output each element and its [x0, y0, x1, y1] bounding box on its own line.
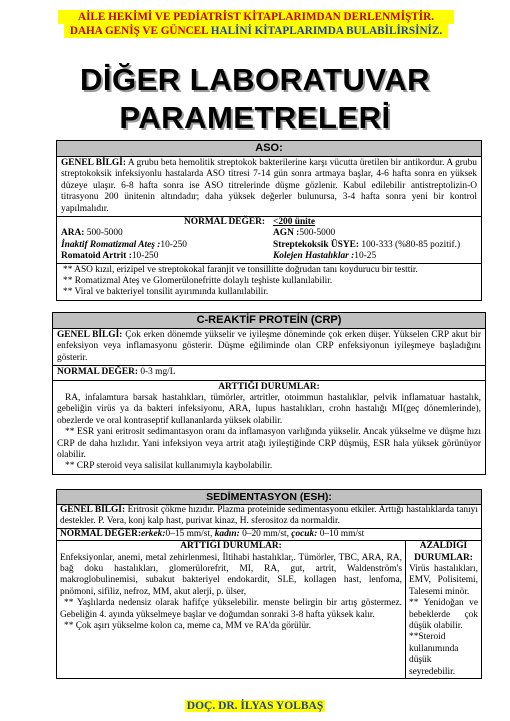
- aso-normal-value-cell: [269, 217, 481, 228]
- esh-decrease-note-2: **Steroid kullanımında düşük seyredebilir.: [409, 632, 459, 677]
- aso-normal-values: [57, 217, 481, 264]
- crp-normal-value: 0-3 mg/L: [138, 367, 176, 378]
- esh-normal-label: NORMAL DEĞER:: [60, 528, 141, 539]
- esh-section: [56, 489, 482, 679]
- esh-increase-heading: ARTTIĞI DURUMLAR:: [180, 541, 282, 552]
- crp-general-label: GENEL BİLGİ:: [57, 330, 123, 340]
- esh-female-label: kadın:: [214, 528, 240, 539]
- esh-increase-text: Enfeksiyonlar, anemi, metal zehirlenmesi, İltihabi hastalıklar,. Tümörler, TBC, ARA, RA, bağ doku hastalıkları, glomerülorefrit, MI, RA, gut, artrit, Waldenström's makroglobulinemisi, subakut bakteriyel endokardit, SLE, kollagen hast, lenfoma, pnömoni, sifiliz, nefroz, MM, akut alerji, p. ülser,: [60, 552, 402, 597]
- esh-child-label: çocuk:: [291, 528, 318, 539]
- aso-row-3-right: [269, 251, 481, 262]
- crp-increase-text: RA, infalamtura barsak hastalıkları, tümörler, artritler, otoimmun hastalıklar, pelvik inflamatuar hastalık, gebeliğin virüs ya da bakteri infeksiyonu, ARA, lupus hastalıkları, crohn hastalığı MI(geç dönemlerinde), obezlerde ve oral kontraseptif kullananlarda yüksek olabilir.: [57, 393, 481, 426]
- esh-male-label: erkek:: [141, 528, 166, 539]
- aso-collagen-value: 10-25: [354, 251, 377, 262]
- aso-row-3: [57, 251, 481, 262]
- aso-normal-label: NORMAL DEĞER:: [184, 217, 265, 228]
- aso-row-1-right: [269, 228, 481, 239]
- crp-note-2: ** CRP steroid veya salisilat kullanımıyla kaybolabilir.: [65, 461, 273, 472]
- esh-normal-value-row: [57, 529, 481, 541]
- aso-row-1: [57, 228, 481, 239]
- aso-row-1-left: [57, 228, 269, 239]
- esh-general-info: [57, 505, 481, 529]
- aso-ara-value: 500-5000: [84, 228, 123, 239]
- aso-agn-label: AGN :: [273, 228, 300, 239]
- banner-text-2a: DAHA GENİŞ VE GÜNCEL: [69, 25, 211, 37]
- aso-row-2-right: [269, 240, 481, 251]
- crp-normal-label: NORMAL DEĞER:: [57, 367, 138, 378]
- banner-text-1: AİLE HEKİMİ VE PEDİATRİST KİTAPLARIMDAN DERLENMİŞTİR.: [78, 11, 434, 23]
- aso-collagen-label: Kolejen Hastalıklar :: [273, 251, 355, 262]
- esh-increase-note-2: ** Çok aşırı yükselme kolon ca, meme ca, MM ve RA'da görülür.: [64, 621, 311, 632]
- crp-normal-value-row: [53, 366, 485, 380]
- crp-note-1: ** ESR yani eritrosit sedimantasyon oranı da inflamasyon varlığında yükselir. Ancak yükselme ve düşme hızı CRP de daha hızlıdır. Yani infeksiyon veya artrit atağı iyileştiğinde CRP düşmüş, ESR hala yüksek görünüyor olabilir.: [57, 427, 481, 461]
- esh-decrease-heading: AZALDIĞI DURUMLAR:: [414, 541, 473, 563]
- aso-row-2-left: [57, 240, 269, 251]
- page-title-text-2: PARAMETRELERİ: [119, 100, 391, 135]
- crp-increase-block: [53, 381, 485, 474]
- aso-note-2: ** Romatizmal Ateş ve Glomerülonefritte dolaylı teşhiste kullanılabilir.: [63, 276, 333, 287]
- aso-notes: [57, 264, 481, 300]
- esh-general-label: GENEL BİLGİ:: [60, 505, 126, 515]
- crp-general-info: [53, 329, 485, 366]
- aso-general-text: A grubu beta hemolitik streptokok bakterilerine karşı vücutta üretilen bir antikordur. A grubu streptokoksik infeksiyonlu hastalarda ASO titresi 7-14 gün sonra artmaya başlar, 4-6 hafta sonra en yüksek düzeye ulaşır. 6-8 hafta sonra ise ASO titrelerinde düşme gözlenir. Kabul edilebilir antistreptolizin-O titrasyonu 200 ünitenin altındadır; daha yüksek değerler bulunursa, 3-4 hafta sonra yeni bir kontrol yapılmalıdır.: [61, 158, 477, 214]
- crp-heading: C-REAKTİF PROTEİN (CRP): [53, 313, 485, 329]
- aso-ra-label: Romatoid Artrit :: [61, 251, 132, 262]
- crp-increase-heading: ARTTIĞI DURUMLAR:: [218, 381, 320, 392]
- aso-inactive-value: 10-250: [160, 239, 187, 250]
- esh-increase-note-1: ** Yaşlılarda nedensiz olarak hafifçe yükselebilir. menste belirgin bir artış göstermez. Gebeliğin 4. ayında yükselmeye başlar ve doğumdan sonraki 3-8 hafta yüksek kalır.: [60, 598, 402, 620]
- page-title-text-1: DİĞER LABORATUVAR: [79, 62, 431, 97]
- aso-normal-value: <200 ünite: [273, 217, 316, 228]
- esh-heading: SEDİMENTASYON (ESH):: [57, 490, 481, 505]
- footer-author: [0, 700, 510, 712]
- aso-ara-label: ARA:: [61, 228, 85, 239]
- esh-decrease-column: [406, 541, 481, 678]
- banner-line-1: [58, 10, 454, 24]
- author-name: DOÇ. DR. İLYAS YOLBAŞ: [186, 700, 324, 712]
- aso-normal-header: [57, 217, 481, 228]
- aso-inactive-label: İnaktif Romatizmal Ateş :: [61, 239, 161, 250]
- aso-section: [56, 140, 482, 301]
- aso-normal-label-cell: [57, 217, 269, 228]
- page-title-line-2: [0, 98, 510, 138]
- crp-general-text: Çok erken dönemde yükselir ve iyileşme döneminde çok erken düşer. Yükselen CRP akut bir enfeksiyon veya inflamasyonu gösterir. Düşme eğiliminde olan CRP enfeksiyonun iyileşmeye başladığını gösterir.: [57, 330, 481, 363]
- aso-general-label: GENEL BİLGİ:: [61, 158, 126, 168]
- crp-section: [52, 312, 486, 475]
- esh-increase-column: [57, 541, 406, 678]
- aso-row-3-left: [57, 251, 269, 262]
- aso-usye-label: Streptekoksik ÜSYE:: [273, 239, 360, 250]
- esh-child-value: 0–10 mm/st: [317, 528, 365, 539]
- banner-line-2: [64, 24, 448, 38]
- aso-general-info: [57, 157, 481, 217]
- aso-note-1: ** ASO kızıl, erizipel ve streptokokal faranjit ve tonsillitte doğrudan tanı koydurucu bir testtir.: [63, 264, 418, 275]
- aso-agn-value: 500-5000: [299, 228, 336, 239]
- aso-row-2: [57, 240, 481, 251]
- esh-female-value: 0–20 mm/st,: [239, 528, 292, 539]
- esh-decrease-text: Virüs hastalıkları, EMV, Polisitemi, Talesemi minör.: [409, 564, 478, 597]
- page-title-line-1: [0, 60, 510, 100]
- banner-text-2b: HALİNİ KİTAPLARIMDA BULABİLİRSİNİZ.: [210, 25, 443, 37]
- esh-male-value: 0–15 mm/st,: [165, 528, 215, 539]
- aso-usye-value: 100-333 (%80-85 pozitif.): [359, 239, 461, 250]
- esh-columns: [57, 541, 481, 678]
- aso-note-3: ** Viral ve bakteriyel tonsilit ayırımında kullanılabilir.: [63, 287, 269, 298]
- esh-decrease-note-1: ** Yenidoğan ve bebeklerde çok düşük olabilir.: [409, 598, 478, 632]
- esh-general-text: Eritrosit çökme hızıdır. Plazma proteinide sedimentasyonu etkiler. Arttığı hastalıklarda tanıyı destekler. P. Vera, konj kalp hast, purivat kinaz, H. sferositoz da normaldir.: [60, 505, 478, 527]
- aso-ra-value: 10-250: [131, 251, 159, 262]
- aso-heading: ASO:: [57, 141, 481, 157]
